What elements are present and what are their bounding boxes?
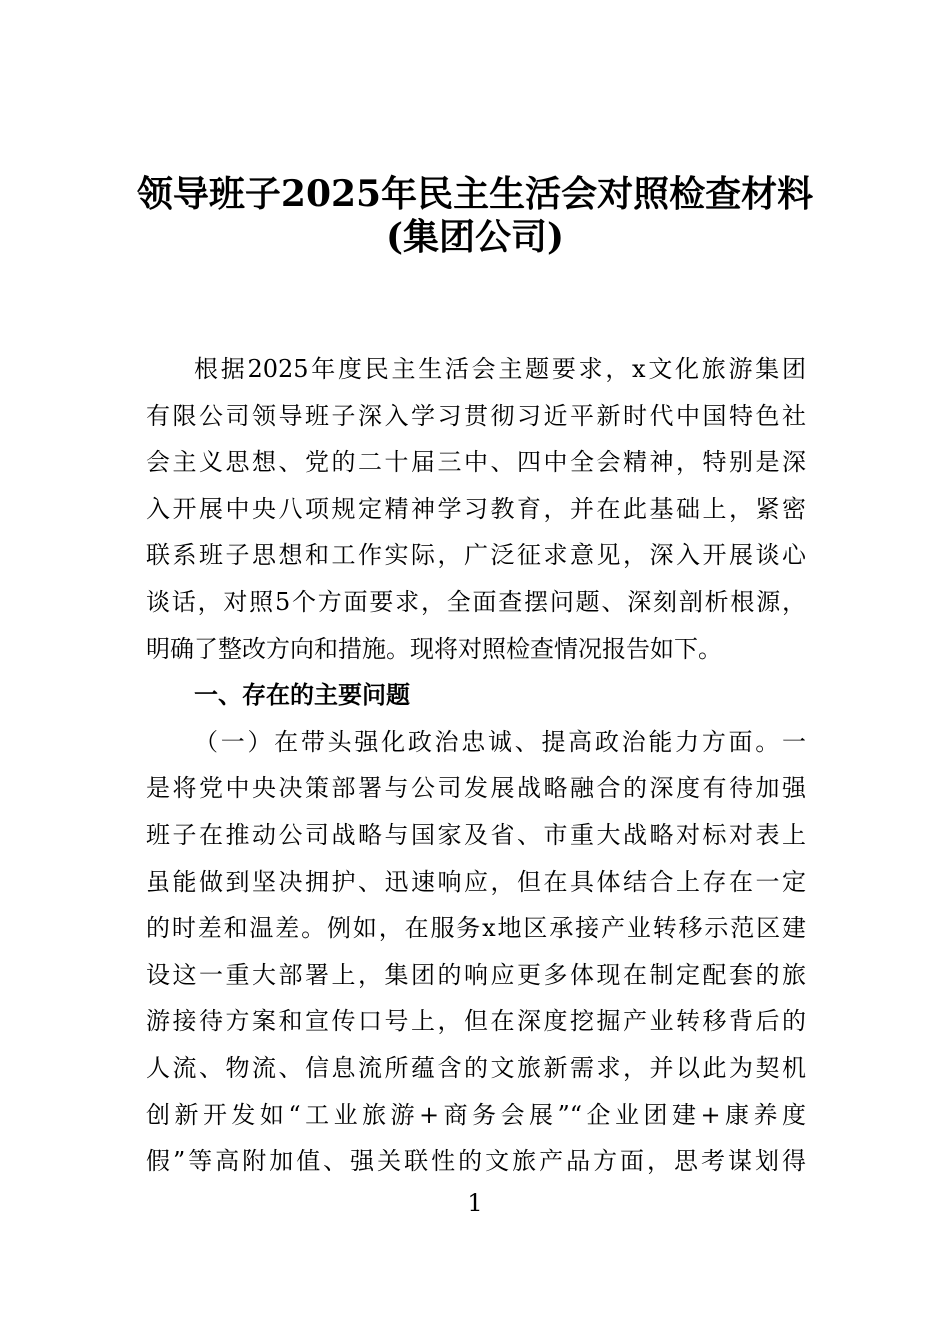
paragraph-line: 虽能做到坚决拥护、迅速响应，但在具体结合上存在一定 (146, 867, 806, 896)
paragraph-line: 设这一重大部署上，集团的响应更多体现在制定配套的旅 (146, 960, 806, 989)
paragraph-line: 人流、物流、信息流所蕴含的文旅新需求，并以此为契机 (146, 1053, 806, 1082)
paragraph-line: 明确了整改方向和措施。现将对照检查情况报告如下。 (146, 634, 722, 663)
paragraph-line: 谈话，对照5个方面要求，全面查摆问题、深刻剖析根源， (146, 587, 806, 616)
section-heading: 一、存在的主要问题 (194, 680, 410, 710)
paragraph-line: 的时差和温差。例如，在服务x地区承接产业转移示范区建 (146, 914, 806, 943)
paragraph-line: 入开展中央八项规定精神学习教育，并在此基础上，紧密 (146, 494, 806, 523)
paragraph-line: 创新开发如“工业旅游+商务会展”“企业团建+康养度 (146, 1100, 806, 1129)
paragraph-line: 假”等高附加值、强关联性的文旅产品方面，思考谋划得 (146, 1147, 806, 1176)
paragraph-line: （一）在带头强化政治忠诚、提高政治能力方面。一 (194, 727, 806, 756)
paragraph-line: 游接待方案和宣传口号上，但在深度挖掘产业转移背后的 (146, 1007, 806, 1036)
document-subtitle: (集团公司) (385, 216, 565, 258)
paragraph-line: 班子在推动公司战略与国家及省、市重大战略对标对表上 (146, 820, 806, 849)
paragraph-line: 有限公司领导班子深入学习贯彻习近平新时代中国特色社 (146, 401, 806, 430)
paragraph-line: 是将党中央决策部署与公司发展战略融合的深度有待加强 (146, 774, 806, 803)
paragraph-line: 根据2025年度民主生活会主题要求，x文化旅游集团 (194, 355, 806, 383)
intro-paragraph (146, 346, 806, 672)
page-number: 1 (467, 1189, 483, 1217)
section-paragraph (146, 719, 806, 1185)
document-title: 领导班子2025年民主生活会对照检查材料 (136, 173, 814, 215)
document-body (146, 346, 806, 1185)
paragraph-line: 联系班子思想和工作实际，广泛征求意见，深入开展谈心 (146, 541, 806, 570)
paragraph-line: 会主义思想、党的二十届三中、四中全会精神，特别是深 (146, 448, 806, 477)
